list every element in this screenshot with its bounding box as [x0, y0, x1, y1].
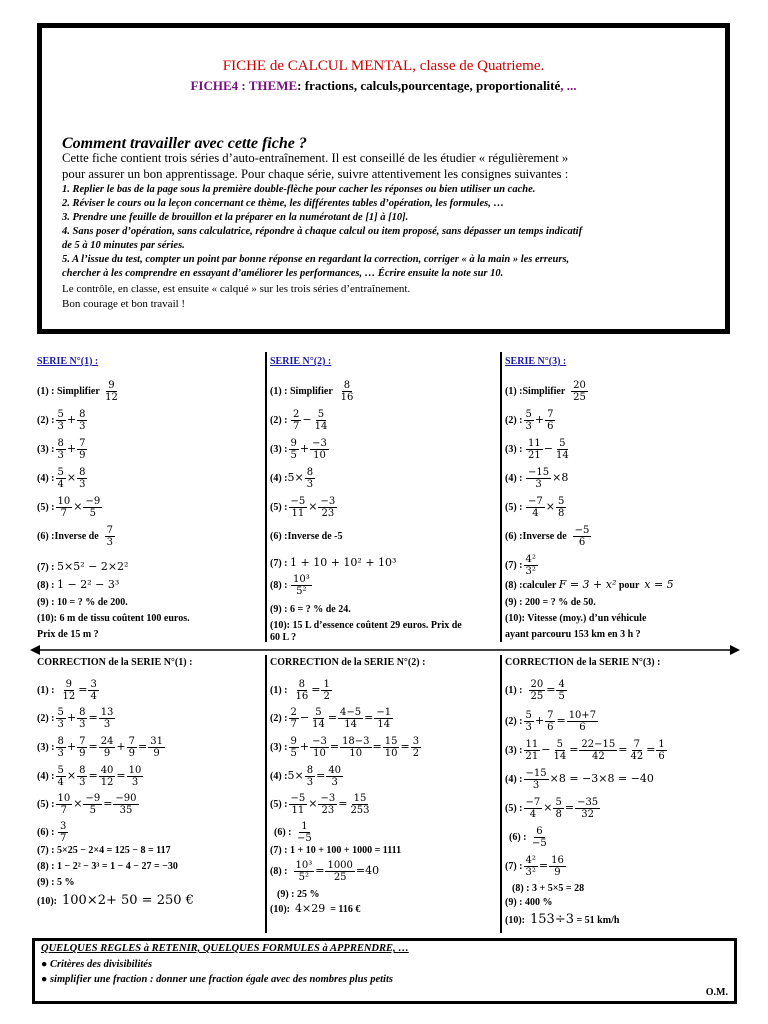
c1-ex4: (4) : $\frac{5}{4}$ × $\frac{8}{3}$ = $\frac{40}{12}$ = $\frac{10}{3}$ [37, 765, 142, 788]
s1-ex8: (8) : 1 − 2² − 3³ [37, 578, 120, 591]
c3-ex3: (3) : $\frac{11}{21}$ − $\frac{5}{14}$ = $\frac{22-15}{42}$ = $\frac{7}{42}$ = $\frac{1}{6}$ [505, 739, 665, 762]
c2-ex6: (6) : $\frac{1}{-5}$ [274, 821, 312, 844]
header-box [37, 23, 730, 334]
s3-ex3: (3) : $\frac{11}{21}$ − $\frac{5}{14}$ [505, 438, 569, 461]
s3-ex8: (8) :calculer F = 3 + x² pour x = 5 [505, 578, 674, 591]
rule-1: ● Critères des divisibilités [41, 959, 153, 970]
s1-ex1: (1) : Simplifier $\frac{9}{12}$ [37, 380, 118, 403]
intro-line-1: Cette fiche contient trois séries d’auto-entraînement. Il est conseillé de les étudier « régulièrement » [62, 151, 569, 165]
c2-ex10: (10): 4×29 = 116 € [270, 902, 361, 915]
how-to-title: Comment travailler avec cette fiche ? [62, 135, 307, 152]
c1-ex5: (5) : $\frac{10}{7}$ × $\frac{-9}{5}$ = $\frac{-90}{35}$ [37, 793, 137, 816]
s1-ex5: (5) : $\frac{10}{7}$ × $\frac{-9}{5}$ [37, 496, 101, 519]
s1-ex4: (4) : $\frac{5}{4}$ × $\frac{8}{3}$ [37, 467, 86, 490]
rules-box [32, 938, 737, 1004]
c3-ex2: (2) : $\frac{5}{3}$ + $\frac{7}{6}$ = $\frac{10+7}{6}$ [505, 710, 597, 733]
fiche-label: FICHE4 : THEME [190, 78, 298, 93]
c2-ex7: (7) : 1 + 10 + 100 + 1000 = 1111 [270, 845, 402, 856]
s2-ex8: (8) : $\frac{\text{10³}}{\text{5²}}$ [270, 574, 310, 597]
c1-ex1: (1) : $\frac{9}{12}$ = $\frac{3}{4}$ [37, 679, 97, 702]
step-5-cont: chercher à les comprendre en essayant d’améliorer les performances, … Écrire ensuite la note sur 10. [62, 268, 504, 279]
step-4: 4. Sans poser d’opération, sans calculatrice, répondre à chaque calcul ou item proposé, sans dépasser un temps indicatif [62, 226, 583, 237]
s1-ex10b: Prix de 15 m ? [37, 629, 99, 640]
c3-ex8: (8) : 3 + 5×5 = 28 [512, 883, 585, 894]
rules-title: QUELQUES REGLES à RETENIR, QUELQUES FORMULES à APPRENDRE, … [41, 943, 409, 954]
page-title: FICHE de CALCUL MENTAL, classe de Quatrieme. [222, 58, 545, 74]
c3-ex7: (7) : $\frac{\text{4²}}{\text{3²}}$ = $\frac{16}{9}$ [505, 855, 564, 878]
c3-ex1: (1) : $\frac{20}{25}$ = $\frac{4}{5}$ [505, 679, 565, 702]
rule-2: ● simplifier une fraction : donner une fraction égale avec des nombres plus petits [41, 974, 393, 985]
theme-suffix: , ... [560, 78, 577, 93]
step-3: 3. Prendre une feuille de brouillon et la préparer en la numérotant de [1] à [10]. [62, 212, 409, 223]
c1-ex7: (7) : 5×25 − 2×4 = 125 − 8 = 117 [37, 845, 171, 856]
c1-ex2: (2) : $\frac{5}{3}$ + $\frac{8}{3}$ = $\frac{13}{3}$ [37, 707, 114, 730]
fold-double-arrow [30, 643, 740, 657]
s2-ex6: (6) :Inverse de -5 [270, 531, 343, 542]
s2-ex9: (9) : 6 = ? % de 24. [270, 604, 351, 615]
s2-ex5: (5) : $\frac{-5}{11}$ × $\frac{-3}{23}$ [270, 496, 336, 519]
outro-line-1: Le contrôle, en classe, est ensuite « calqué » sur les trois séries d’entraînement. [62, 283, 411, 295]
s3-ex9: (9) : 200 = ? % de 50. [505, 597, 596, 608]
s3-ex2: (2) : $\frac{5}{3}$ + $\frac{7}{6}$ [505, 409, 554, 432]
s1-ex10a: (10): 6 m de tissu coûtent 100 euros. [37, 613, 190, 624]
divider-bottom-2 [500, 655, 502, 933]
c1-ex3: (3) : $\frac{8}{3}$ + $\frac{7}{9}$ = $\frac{24}{9}$ + $\frac{7}{9}$ = $\frac{31}{9}$ [37, 736, 163, 759]
correction-2-title: CORRECTION de la SERIE N°(2) : [270, 657, 426, 668]
c2-ex8: (8) : $\frac{\text{10³}}{\text{5²}}$ = $\frac{1000}{25}$ =40 [270, 860, 380, 883]
c1-ex8: (8) : 1 − 2² − 3³ = 1 − 4 − 27 = −30 [37, 861, 178, 872]
c2-ex5: (5) : $\frac{-5}{11}$ × $\frac{-3}{23}$ = $\frac{15}{253}$ [270, 793, 370, 816]
c3-ex9: (9) : 400 % [505, 897, 553, 908]
page-subtitle [42, 78, 725, 94]
s3-ex10a: (10): Vitesse (moy.) d’un véhicule [505, 613, 647, 624]
s3-ex10b: ayant parcouru 153 km en 3 h ? [505, 629, 641, 640]
s1-ex6: (6) :Inverse de $\frac{7}{3}$ [37, 525, 114, 548]
step-5: 5. A l’issue du test, compter un point par bonne réponse en regardant la correction, corriger « à la main » les erreurs, [62, 254, 570, 265]
c3-ex5: (5) : $\frac{-7}{4}$ × $\frac{5}{8}$ = $\frac{-35}{32}$ [505, 797, 599, 820]
c1-ex9: (9) : 5 % [37, 877, 75, 888]
s3-ex6: (6) :Inverse de $\frac{-5}{6}$ [505, 525, 590, 548]
divider-top-1 [265, 352, 267, 642]
correction-1-title: CORRECTION de la SERIE N°(1) : [37, 657, 193, 668]
s2-ex4: (4) :5× $\frac{8}{3}$ [270, 467, 314, 490]
s3-ex4: (4) : $\frac{-15}{3}$ ×8 [505, 467, 569, 490]
c2-ex3: (3) : $\frac{9}{5}$ + $\frac{-3}{10}$ = $\frac{18-3}{10}$ = $\frac{15}{10}$ = $\frac{3}{2}$ [270, 736, 420, 759]
c2-ex9: (9) : 25 % [277, 889, 320, 900]
serie-1-title: SERIE N°(1) : [37, 356, 99, 367]
s2-ex10b: 60 L ? [270, 632, 297, 643]
s1-ex9: (9) : 10 = ? % de 200. [37, 597, 128, 608]
s3-ex7: (7) : $\frac{\text{4²}}{\text{3²}}$ [505, 554, 536, 577]
c3-ex10: (10): 153÷3 = 51 km/h [505, 912, 620, 927]
s1-ex2: (2) : $\frac{5}{3}$ + $\frac{8}{3}$ [37, 409, 86, 432]
theme-text: : fractions, calculs,pourcentage, proportionalité [297, 78, 561, 93]
c3-ex4: (4) : $\frac{-15}{3}$ ×8 = −3×8 = −40 [505, 768, 654, 791]
s2-ex2: (2) : $\frac{2}{7}$ − $\frac{5}{14}$ [270, 409, 328, 432]
c3-ex6: (6) : $\frac{6}{-5}$ [509, 826, 547, 849]
s2-ex1: (1) : Simplifier $\frac{8}{16}$ [270, 380, 354, 403]
s3-ex1: (1) :Simplifier $\frac{20}{25}$ [505, 380, 586, 403]
s1-ex3: (3) : $\frac{8}{3}$ + $\frac{7}{9}$ [37, 438, 86, 461]
correction-3-title: CORRECTION de la SERIE N°(3) : [505, 657, 661, 668]
serie-2-title: SERIE N°(2) : [270, 356, 332, 367]
s2-ex10a: (10): 15 L d’essence coûtent 29 euros. Prix de [270, 620, 462, 631]
s2-ex3: (3) : $\frac{9}{5}$ + $\frac{-3}{10}$ [270, 438, 327, 461]
s1-ex7: (7) : 5×5² − 2×2² [37, 560, 129, 573]
c2-ex1: (1) : $\frac{8}{16}$ = $\frac{1}{2}$ [270, 679, 330, 702]
intro-line-2: pour assurer un bon apprentissage. Pour chaque série, suivre attentivement les consignes suivantes : [62, 167, 569, 181]
step-1: 1. Replier le bas de la page sous la première double-flèche pour cacher les réponses ou bien utiliser un cache. [62, 184, 536, 195]
s3-ex5: (5) : $\frac{-7}{4}$ × $\frac{5}{8}$ [505, 496, 565, 519]
serie-3-title: SERIE N°(3) : [505, 356, 567, 367]
author-signature: O.M. [705, 987, 728, 998]
c1-ex10: (10): 100×2+ 50 = 250 € [37, 893, 194, 908]
step-2: 2. Réviser le cours ou la leçon concernant ce thème, les différentes tables d’opération, les formules, … [62, 198, 504, 209]
divider-bottom-1 [265, 655, 267, 933]
outro-line-2: Bon courage et bon travail ! [62, 298, 186, 310]
c1-ex6: (6) : $\frac{3}{7}$ [37, 821, 67, 844]
step-4-cont: de 5 à 10 minutes par séries. [62, 240, 185, 251]
c2-ex2: (2) : $\frac{2}{7}$ − $\frac{5}{14}$ = $\frac{4-5}{14}$ = $\frac{-1}{14}$ [270, 707, 392, 730]
divider-top-2 [500, 352, 502, 642]
s2-ex7: (7) : 1 + 10 + 10² + 10³ [270, 556, 397, 569]
c2-ex4: (4) :5× $\frac{8}{3}$ = $\frac{40}{3}$ [270, 765, 342, 788]
